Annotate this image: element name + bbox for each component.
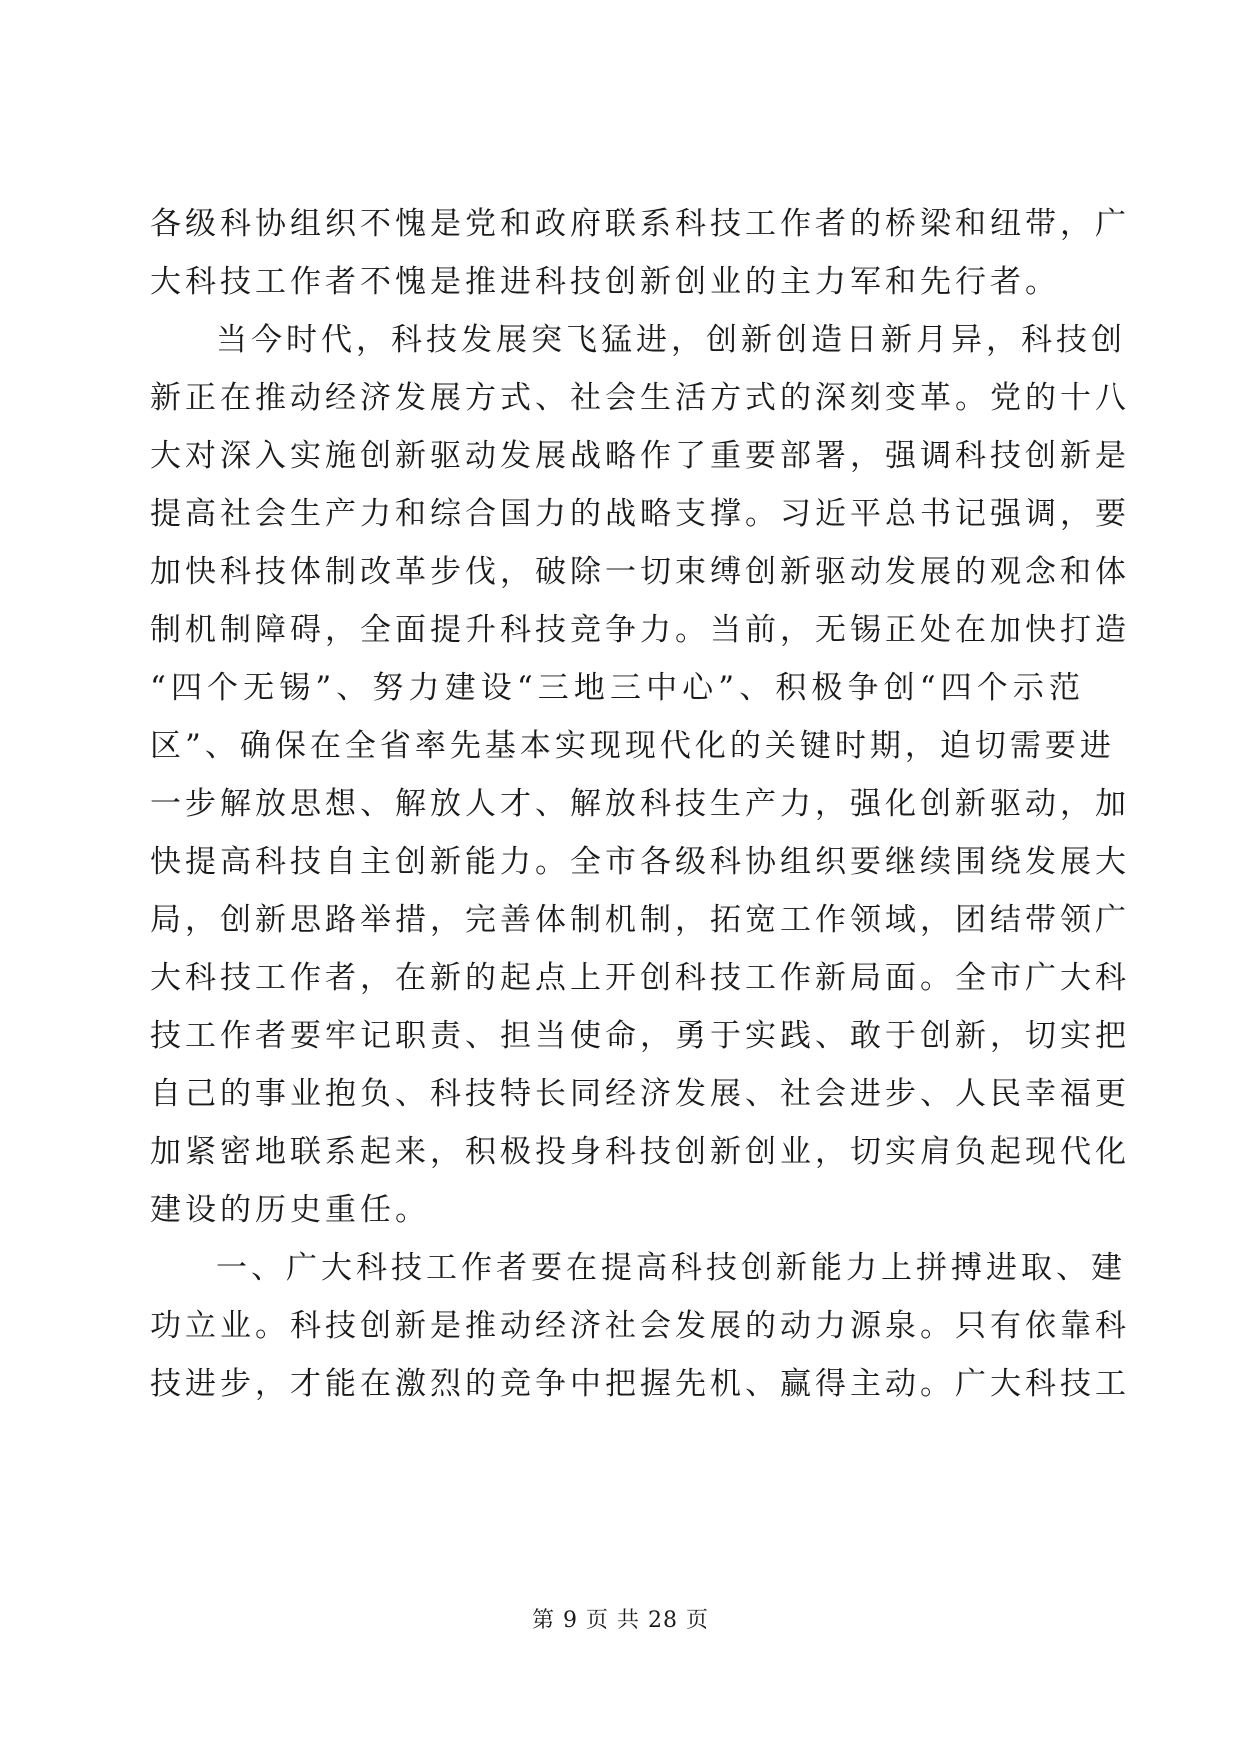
text-line: 建设的历史重任。 [150,1192,430,1228]
text-line: 功立业。科技创新是推动经济社会发展的动力源泉。只有依靠科 [150,1308,1130,1344]
text-line: 技工作者要牢记职责、担当使命，勇于实践、敢于创新，切实把 [150,1018,1130,1054]
text-line: 技进步，才能在激烈的竞争中把握先机、赢得主动。广大科技工 [150,1366,1130,1402]
text-line: 制机制障碍，全面提升科技竞争力。当前，无锡正处在加快打造 [150,612,1130,648]
text-line: 自己的事业抱负、科技特长同经济发展、社会进步、人民幸福更 [150,1076,1130,1112]
text-line: 快提高科技自主创新能力。全市各级科协组织要继续围绕发展大 [150,844,1130,880]
text-line: 新正在推动经济发展方式、社会生活方式的深刻变革。党的十八 [150,380,1130,416]
text-line: 一、广大科技工作者要在提高科技创新能力上拼搏进取、建 [216,1250,1126,1286]
text-line: 一步解放思想、解放人才、解放科技生产力，强化创新驱动，加 [150,786,1130,822]
text-line: 大科技工作者，在新的起点上开创科技工作新局面。全市广大科 [150,960,1130,996]
text-line: 加快科技体制改革步伐，破除一切束缚创新驱动发展的观念和体 [150,554,1130,590]
text-line: 提高社会生产力和综合国力的战略支撑。习近平总书记强调，要 [150,496,1130,532]
text-line: 局，创新思路举措，完善体制机制，拓宽工作领域，团结带领广 [150,902,1130,938]
paragraph-1 [150,195,1130,311]
text-line: 大对深入实施创新驱动发展战略作了重要部署，强调科技创新是 [150,438,1130,474]
paragraph-3 [150,1239,1130,1413]
paragraph-2 [150,311,1130,1239]
text-line: 各级科协组织不愧是党和政府联系科技工作者的桥梁和纽带，广 [150,206,1130,242]
text-line: 大科技工作者不愧是推进科技创新创业的主力军和先行者。 [150,264,1060,300]
text-line: 加紧密地联系起来，积极投身科技创新创业，切实肩负起现代化 [150,1134,1130,1170]
text-line: 区”、确保在全省率先基本实现现代化的关键时期，迫切需要进 [150,728,1115,764]
text-line: 当今时代，科技发展突飞猛进，创新创造日新月异，科技创 [216,322,1126,358]
text-line: “四个无锡”、努力建设“三地三中心”、积极争创“四个示范 [150,670,1084,706]
page-number-footer: 第 9 页 共 28 页 [532,1608,709,1633]
document-body [150,195,1130,1413]
